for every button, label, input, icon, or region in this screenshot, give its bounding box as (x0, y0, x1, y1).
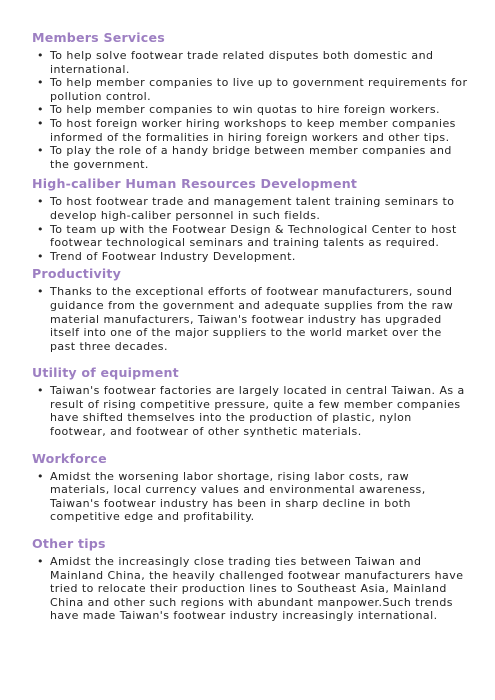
list-item: • To host foreign worker hiring workshops to keep member companies informed of the formalities in hiring foreign workers and other tips. (32, 117, 469, 144)
list-item: • Amidst the worsening labor shortage, rising labor costs, raw materials, local currency values and environmental awareness, Taiwan's footwear industry has been in sharp decline in both competitive edge and profitability. (32, 470, 469, 524)
list-item: • To help solve footwear trade related disputes both domestic and international. (32, 49, 469, 76)
list-item: • To play the role of a handy bridge between member companies and the government. (32, 144, 469, 171)
list-item: • To help member companies to live up to government requirements for pollution control. (32, 76, 469, 103)
list-item: • To help member companies to win quotas to hire foreign workers. (32, 103, 469, 117)
list-item: • Amidst the increasingly close trading ties between Taiwan and Mainland China, the heavily challenged footwear manufacturers have tried to relocate their production lines to Southeast Asia, Mainland China and other such regions with abundant manpower.Such trends have made Taiwan's footwear industry increasingly international. (32, 555, 469, 623)
list-item: • To team up with the Footwear Design & Technological Center to host footwear technological seminars and training talents as required. (32, 223, 469, 250)
bullet-list (32, 195, 469, 263)
bullet-list (32, 49, 469, 171)
section-heading: Other tips (32, 536, 106, 552)
section-productivity (32, 266, 469, 353)
bullet-list (32, 470, 469, 524)
section-members-services (32, 30, 469, 171)
section-other-tips (32, 536, 469, 623)
bullet-list (32, 555, 469, 623)
bullet-list (32, 285, 469, 353)
list-item: • Thanks to the exceptional efforts of footwear manufacturers, sound guidance from the government and adequate supplies from the raw material manufacturers, Taiwan's footwear industry has upgraded itself into one of the major suppliers to the world market over the past three decades. (32, 285, 469, 353)
section-heading: Members Services (32, 30, 165, 45)
list-item: • To host footwear trade and management talent training seminars to develop high-caliber personnel in such fields. (32, 195, 469, 222)
section-heading: Productivity (32, 266, 122, 282)
section-workforce (32, 451, 469, 524)
section-heading: Utility of equipment (32, 365, 179, 381)
list-item: • Taiwan's footwear factories are largely located in central Taiwan. As a result of rising competitive pressure, quite a few member companies have shifted themselves into the production of plastic, nylon footwear, and footwear of other synthetic materials. (32, 384, 469, 438)
section-utility-of-equipment (32, 365, 469, 438)
section-human-resources (32, 176, 469, 263)
section-heading: Workforce (32, 450, 107, 466)
bullet-list (32, 384, 469, 438)
section-heading: High-caliber Human Resources Development (32, 176, 358, 192)
list-item: • Trend of Footwear Industry Development. (32, 250, 469, 264)
